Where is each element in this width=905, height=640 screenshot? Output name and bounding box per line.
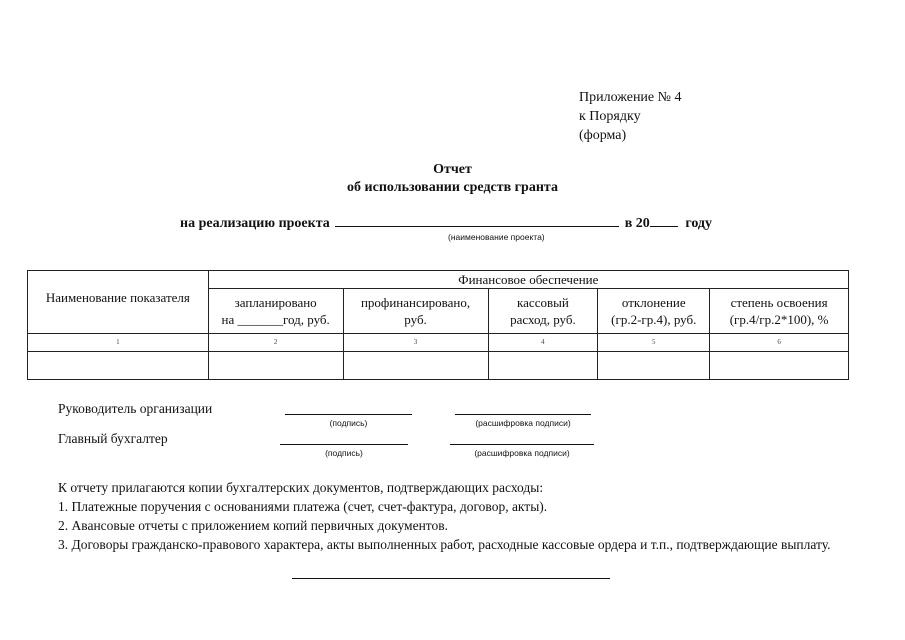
table-cell[interactable] bbox=[598, 352, 710, 380]
accountant-sign-line[interactable] bbox=[280, 444, 408, 445]
year-suffix: году bbox=[685, 216, 712, 231]
attachment-item-1: 1. Платежные поручения с основаниями платежа (счет, счет-фактура, договор, акты). bbox=[58, 499, 548, 514]
report-subtitle: об использовании средств гранта bbox=[347, 180, 558, 195]
appendix-note bbox=[579, 88, 682, 145]
finance-table bbox=[27, 270, 849, 380]
appendix-number: Приложение № 4 bbox=[579, 90, 682, 105]
table-cell[interactable] bbox=[208, 352, 343, 380]
indicator-header: Наименование показателя bbox=[28, 271, 209, 334]
accountant-decode-line[interactable] bbox=[450, 444, 594, 445]
col-number: 6 bbox=[710, 334, 849, 352]
year-blank[interactable] bbox=[650, 214, 678, 227]
head-label: Руководитель организации bbox=[58, 401, 213, 416]
table-row bbox=[28, 334, 849, 352]
head-sign-line[interactable] bbox=[285, 414, 412, 415]
col-number: 3 bbox=[343, 334, 488, 352]
table-cell[interactable] bbox=[28, 352, 209, 380]
table-cell[interactable] bbox=[343, 352, 488, 380]
col-number: 2 bbox=[208, 334, 343, 352]
col-number: 4 bbox=[488, 334, 598, 352]
col-deviation-header: отклонение (гр.2-гр.4), руб. bbox=[598, 289, 710, 334]
appendix-form: (форма) bbox=[579, 128, 627, 143]
col-cash-header: кассовый расход, руб. bbox=[488, 289, 598, 334]
project-line bbox=[180, 214, 712, 232]
project-name-blank[interactable] bbox=[335, 214, 619, 227]
bottom-line bbox=[292, 578, 610, 579]
accountant-sign-caption: (подпись) bbox=[325, 448, 363, 458]
head-sign-caption: (подпись) bbox=[329, 418, 368, 428]
col-number: 5 bbox=[598, 334, 710, 352]
attachments-intro: К отчету прилагаются копии бухгалтерских документов, подтверждающих расходы: bbox=[58, 480, 544, 495]
accountant-label: Главный бухгалтер bbox=[58, 431, 168, 446]
table-row bbox=[28, 352, 849, 380]
year-prefix: в 20 bbox=[624, 216, 650, 231]
attachment-item-2: 2. Авансовые отчеты с приложением копий первичных документов. bbox=[58, 518, 449, 533]
col-financed-header: профинансировано, руб. bbox=[343, 289, 488, 334]
appendix-order: к Порядку bbox=[579, 109, 641, 124]
head-decode-line[interactable] bbox=[455, 414, 591, 415]
attachments-note bbox=[58, 478, 850, 554]
col-progress-header: степень освоения (гр.4/гр.2*100), % bbox=[710, 289, 849, 334]
accountant-decode-caption: (расшифровка подписи) bbox=[474, 448, 570, 458]
col-number: 1 bbox=[28, 334, 209, 352]
report-title: Отчет bbox=[433, 162, 472, 177]
attachment-item-3: 3. Договоры гражданско-правового характера, акты выполненных работ, расходные кассовые ордера и т.п., подтверждающие выплату. bbox=[58, 537, 831, 552]
table-cell[interactable] bbox=[488, 352, 598, 380]
table-cell[interactable] bbox=[710, 352, 849, 380]
finance-group-header: Финансовое обеспечение bbox=[208, 271, 848, 289]
col-planned-header: запланировано на _______год, руб. bbox=[208, 289, 343, 334]
head-decode-caption: (расшифровка подписи) bbox=[475, 418, 571, 428]
project-caption: (наименование проекта) bbox=[448, 232, 545, 242]
project-prefix: на реализацию проекта bbox=[180, 216, 330, 231]
